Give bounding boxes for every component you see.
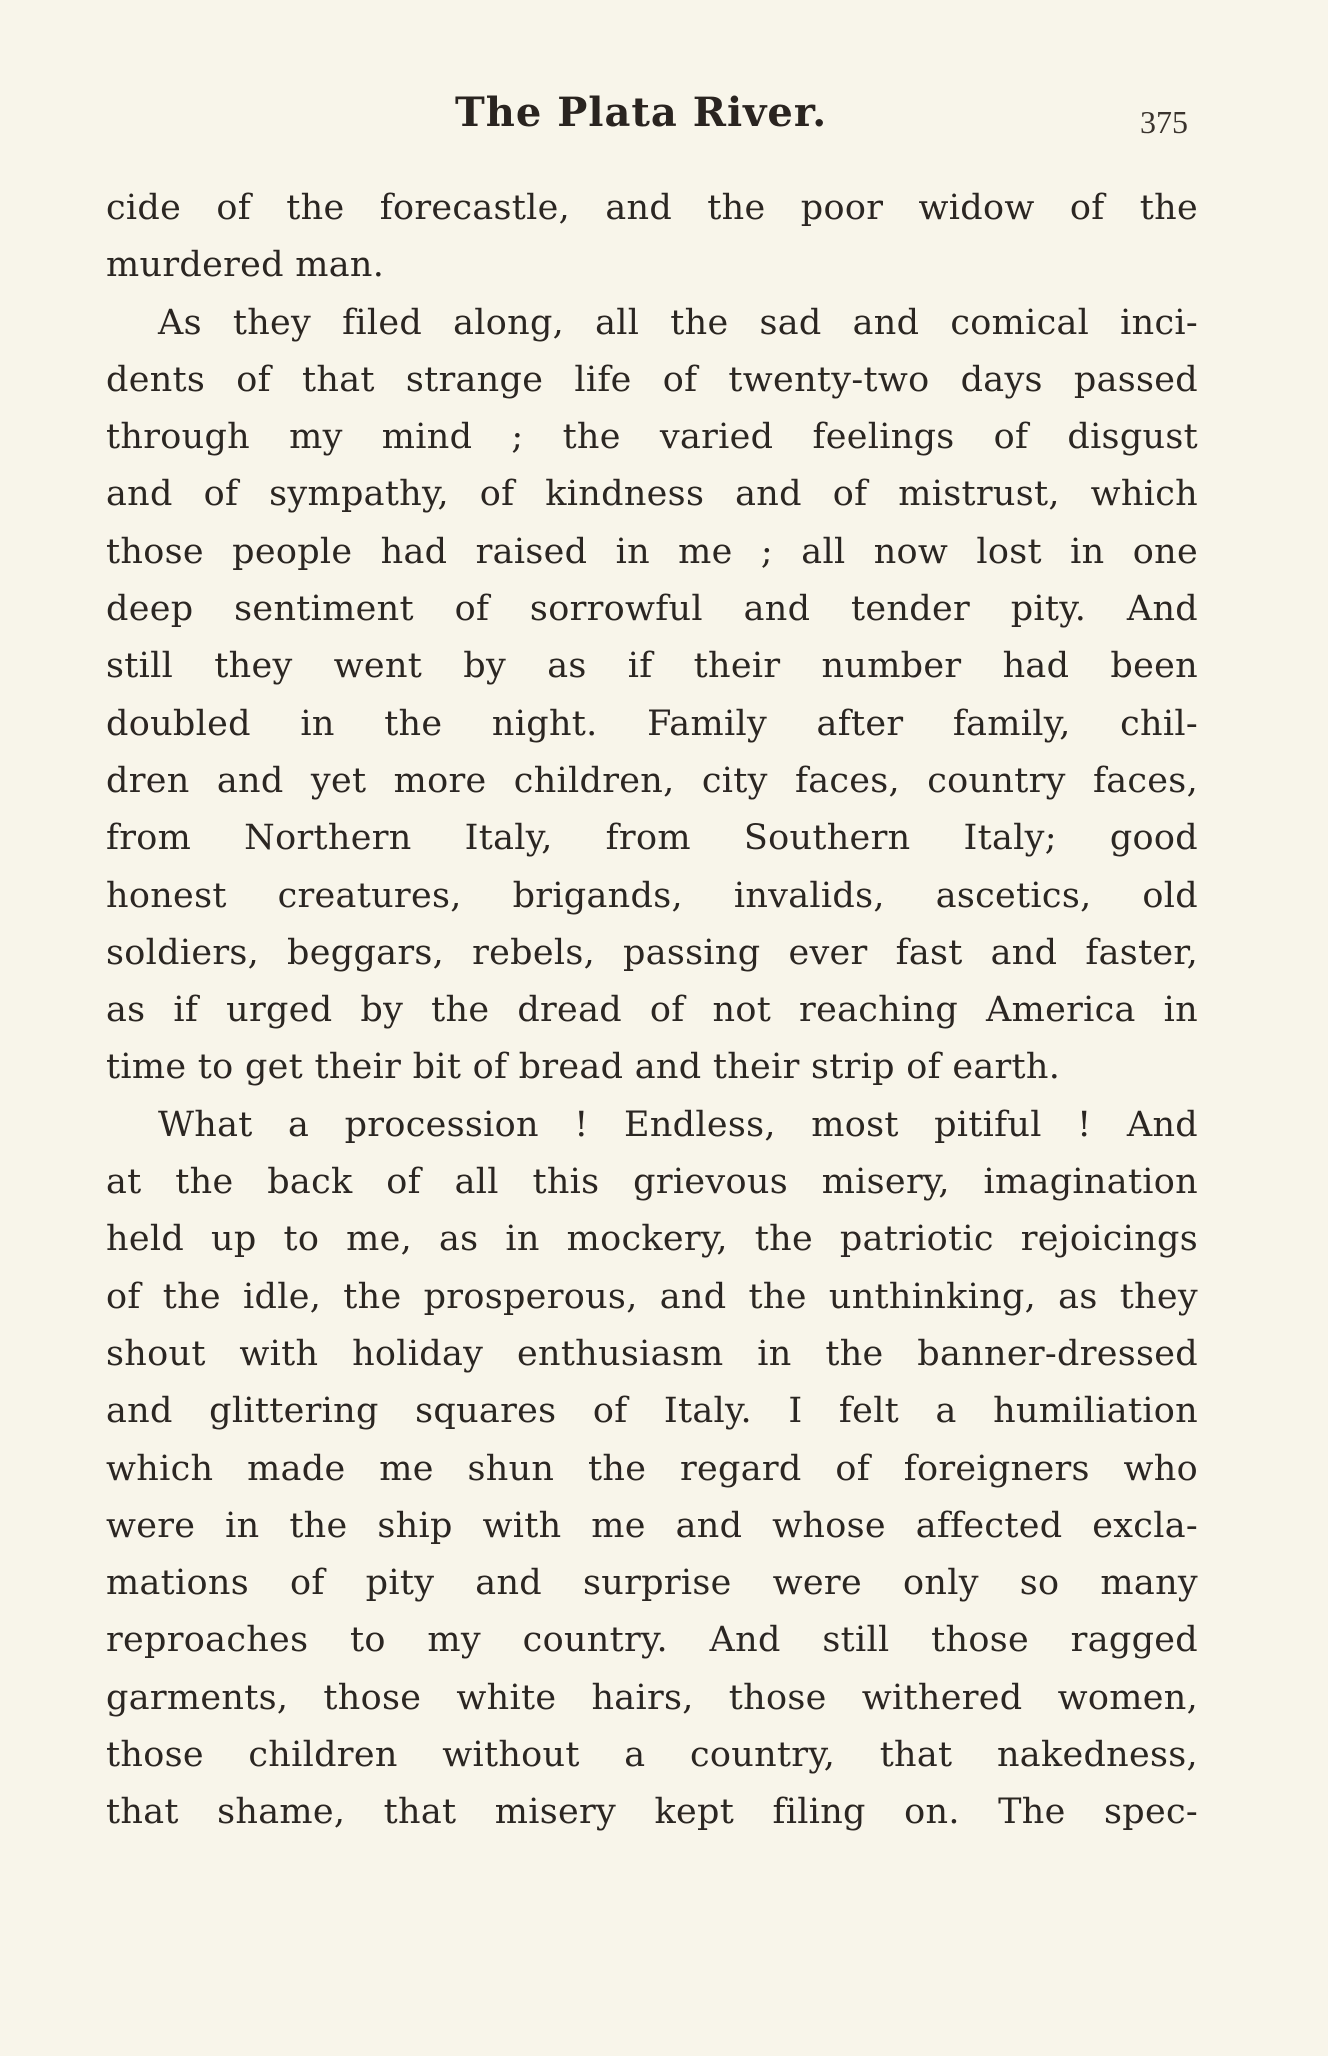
text-line: dren and yet more children, city faces, country faces,	[106, 760, 1198, 801]
text-line: held up to me, as in mockery, the patriotic rejoicings	[106, 1219, 1198, 1260]
text-line: and glittering squares of Italy. I felt a humiliation	[106, 1391, 1198, 1432]
text-line: shout with holiday enthusiasm in the banner-dressed	[106, 1333, 1198, 1374]
text-line: still they went by as if their number had been	[106, 646, 1198, 687]
text-line: at the back of all this grievous misery, imagination	[106, 1162, 1198, 1203]
text-line: garments, those white hairs, those withered women,	[106, 1677, 1198, 1718]
text-line: soldiers, beggars, rebels, passing ever fast and faster,	[106, 932, 1198, 973]
text-line: were in the ship with me and whose affected excla-	[106, 1505, 1198, 1546]
text-line: dents of that strange life of twenty-two days passed	[106, 359, 1198, 400]
text-line: reproaches to my country. And still those ragged	[106, 1620, 1198, 1661]
text-line: from Northern Italy, from Southern Italy; good	[106, 818, 1198, 859]
text-line: As they filed along, all the sad and comical inci-	[158, 302, 1198, 343]
text-line: time to get their bit of bread and their strip of earth.	[106, 1047, 1061, 1088]
body-text	[106, 180, 1198, 1842]
text-line: What a procession ! Endless, most pitiful ! And	[158, 1104, 1198, 1145]
page-number: 375	[1140, 104, 1188, 140]
text-line: and of sympathy, of kindness and of mistrust, which	[106, 474, 1198, 515]
text-line: those people had raised in me ; all now lost in one	[106, 531, 1198, 572]
text-line: doubled in the night. Family after family, chil-	[106, 703, 1198, 744]
text-line: that shame, that misery kept filing on. The spec-	[106, 1792, 1198, 1833]
text-line: of the idle, the prosperous, and the unthinking, as they	[106, 1276, 1198, 1317]
text-line: honest creatures, brigands, invalids, ascetics, old	[106, 875, 1198, 916]
text-line: as if urged by the dread of not reaching America in	[106, 990, 1198, 1031]
running-head	[0, 88, 1328, 148]
text-line: which made me shun the regard of foreigners who	[106, 1448, 1198, 1489]
text-line: deep sentiment of sorrowful and tender pity. And	[106, 589, 1198, 630]
text-line: cide of the forecastle, and the poor widow of the	[106, 188, 1198, 228]
text-line: through my mind ; the varied feelings of disgust	[106, 417, 1198, 458]
running-title: The Plata River.	[455, 89, 828, 136]
text-line: those children without a country, that nakedness,	[106, 1735, 1198, 1776]
text-line: murdered man.	[106, 245, 385, 286]
text-line: mations of pity and surprise were only so many	[106, 1563, 1198, 1604]
